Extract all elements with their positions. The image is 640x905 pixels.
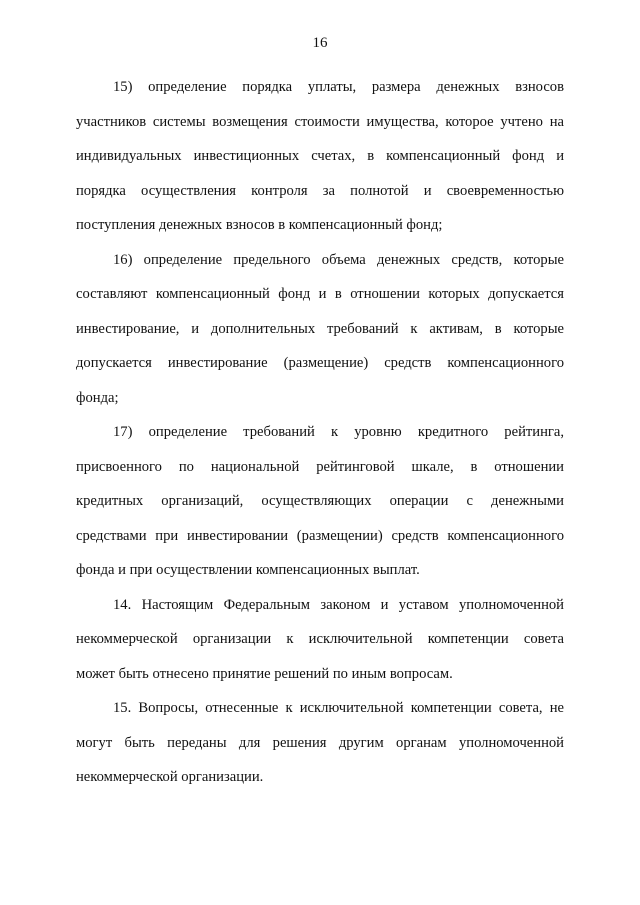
- text-line: могут быть переданы для решения другим органам уполномоченной: [76, 734, 564, 751]
- text-line: инвестирование, и дополнительных требований к активам, в которые: [76, 320, 564, 337]
- text-line: некоммерческой организации к исключительной компетенции совета: [76, 631, 564, 647]
- text-line: кредитных организаций, осуществляющих операции с денежными: [76, 493, 564, 509]
- text-line: индивидуальных инвестиционных счетах, в компенсационный фонд и: [76, 148, 564, 164]
- text-line: фонда;: [76, 389, 119, 406]
- text-line: участников системы возмещения стоимости имущества, которое учтено на: [76, 113, 564, 130]
- text-line: допускается инвестирование (размещение) средств компенсационного: [76, 355, 564, 371]
- text-line: поступления денежных взносов в компенсационный фонд;: [76, 217, 443, 233]
- text-line: порядка осуществления контроля за полнотой и своевременностью: [76, 182, 564, 199]
- text-line: присвоенного по национальной рейтинговой шкале, в отношении: [76, 458, 564, 475]
- text-line: средствами при инвестировании (размещении) средств компенсационного: [76, 527, 564, 544]
- text-line: 16) определение предельного объема денежных средств, которые: [113, 251, 564, 268]
- paragraph-item-16: [76, 243, 564, 416]
- text-line: некоммерческой организации.: [76, 769, 264, 785]
- text-line: фонда и при осуществлении компенсационных выплат.: [76, 562, 420, 578]
- text-line: 17) определение требований к уровню кредитного рейтинга,: [113, 424, 564, 440]
- document-body: [76, 70, 564, 795]
- paragraph-item-17: [76, 415, 564, 588]
- text-line: может быть отнесено принятие решений по иным вопросам.: [76, 665, 453, 682]
- text-line: 15. Вопросы, отнесенные к исключительной компетенции совета, не: [113, 700, 564, 716]
- text-line: 15) определение порядка уплаты, размера денежных взносов: [113, 79, 564, 95]
- paragraph-item-15: [76, 70, 564, 243]
- text-line: 14. Настоящим Федеральным законом и уставом уполномоченной: [113, 596, 564, 613]
- page-number: 16: [312, 35, 328, 51]
- paragraph-section-15: [76, 691, 564, 795]
- paragraph-section-14: [76, 588, 564, 692]
- text-line: составляют компенсационный фонд и в отношении которых допускается: [76, 286, 564, 302]
